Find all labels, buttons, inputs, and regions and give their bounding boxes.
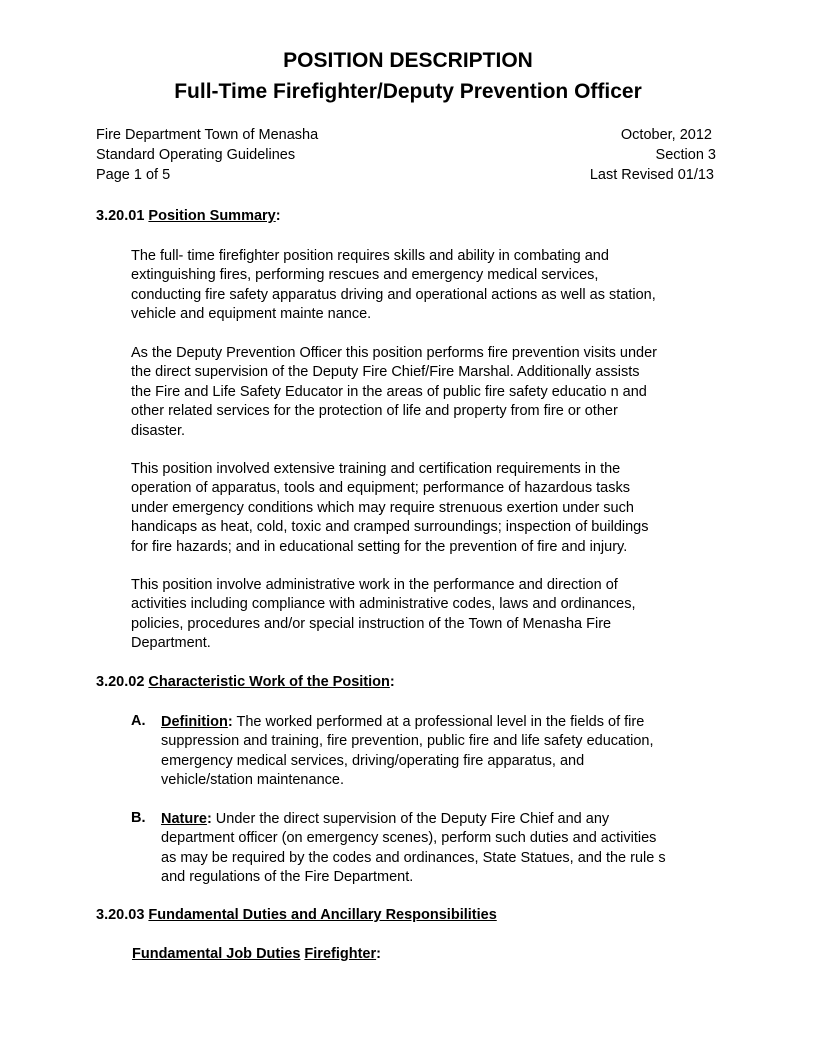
meta-department: Fire Department Town of Menasha [96, 127, 319, 143]
section-title: Position Summary [148, 208, 276, 224]
text-line: operation of apparatus, tools and equipment; performance of hazardous tasks [131, 480, 630, 497]
item-b-first-line: Under the direct supervision of the Deputy Fire Chief and any [211, 811, 610, 827]
item-a-label: Definition [161, 714, 228, 730]
section-number: 3.20.01 [96, 208, 145, 224]
summary-paragraph-1 [131, 247, 656, 325]
text-line: department officer (on emergency scenes), perform such duties and activities [161, 830, 657, 847]
item-a-colon: : [227, 714, 233, 730]
text-line: handicaps as heat, cold, toxic and cramped surroundings; inspection of buildings [131, 519, 649, 536]
subheading-fundamental-job-duties [132, 946, 381, 962]
text-line: Department. [131, 635, 211, 652]
text-line: the Fire and Life Safety Educator in the areas of public fire safety educatio n and [131, 383, 647, 400]
section-heading-position-summary [96, 208, 281, 224]
section-number: 3.20.03 [96, 907, 145, 923]
item-a-letter: A. [131, 713, 146, 729]
meta-section: Section 3 [655, 147, 716, 163]
item-b-colon: : [206, 811, 212, 827]
meta-revised: Last Revised 01/13 [589, 167, 714, 183]
item-b-letter: B. [131, 810, 146, 826]
text-line: extinguishing fires, performing rescues and emergency medical services, [131, 267, 599, 284]
text-line: This position involved extensive training and certification requirements in the [131, 461, 621, 477]
text-line: under emergency conditions which may require strenuous exertion under such [131, 499, 634, 516]
text-line: and regulations of the Fire Department. [161, 869, 414, 886]
subheading-part1: Fundamental Job Duties [132, 946, 301, 962]
section-punct: : [389, 674, 395, 690]
text-line: emergency medical services, driving/operating fire apparatus, and [161, 752, 585, 769]
text-line: conducting fire safety apparatus driving and operational actions as well as station, [131, 286, 656, 303]
item-b-label: Nature [161, 811, 207, 827]
item-b-nature [161, 810, 666, 888]
item-a-first-line: The worked performed at a professional level in the fields of fire [232, 714, 645, 730]
section-heading-fundamental-duties [96, 907, 497, 923]
section-punct: : [275, 208, 281, 224]
item-a-definition [161, 713, 654, 791]
text-line: other related services for the protection of life and property from fire or other [131, 403, 618, 420]
meta-guidelines: Standard Operating Guidelines [96, 147, 296, 163]
text-line [161, 713, 654, 732]
section-title: Characteristic Work of the Position [148, 674, 390, 690]
document-subtitle: Full-Time Firefighter/Deputy Prevention Officer [174, 80, 642, 103]
text-line: vehicle and equipment mainte nance. [131, 306, 372, 323]
summary-paragraph-3 [131, 460, 648, 557]
text-line: vehicle/station maintenance. [161, 772, 344, 789]
subheading-part2: Firefighter [304, 946, 377, 962]
text-line: disaster. [131, 422, 185, 439]
meta-page: Page 1 of 5 [96, 167, 171, 183]
text-line: suppression and training, fire prevention, public fire and life safety education, [161, 733, 654, 750]
document-title: POSITION DESCRIPTION [283, 49, 533, 72]
subheading-punct: : [376, 946, 381, 962]
text-line: as may be required by the codes and ordinances, State Statues, and the rule s [161, 849, 666, 866]
section-heading-characteristic-work [96, 674, 395, 690]
text-line: The full- time firefighter position requires skills and ability in combating and [131, 248, 609, 264]
text-line [161, 810, 666, 829]
text-line: This position involve administrative work in the performance and direction of [131, 577, 618, 593]
text-line: policies, procedures and/or special instruction of the Town of Menasha Fire [131, 615, 612, 632]
section-title: Fundamental Duties and Ancillary Responsibilities [148, 907, 497, 923]
summary-paragraph-4 [131, 576, 636, 654]
text-line: for fire hazards; and in educational setting for the prevention of fire and injury. [131, 538, 628, 555]
summary-paragraph-2 [131, 344, 657, 441]
text-line: activities including compliance with administrative codes, laws and ordinances, [131, 596, 636, 613]
text-line: the direct supervision of the Deputy Fire Chief/Fire Marshal. Additionally assists [131, 364, 640, 381]
section-number: 3.20.02 [96, 674, 145, 690]
meta-date: October, 2012 [620, 127, 712, 143]
text-line: As the Deputy Prevention Officer this position performs fire prevention visits under [131, 345, 658, 361]
